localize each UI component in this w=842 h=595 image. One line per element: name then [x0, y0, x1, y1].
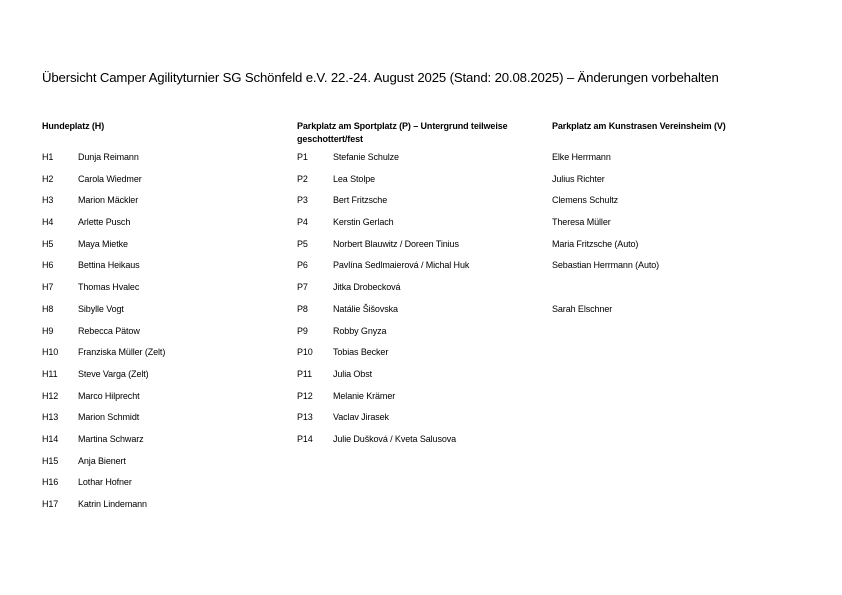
hundeplatz-code: H14	[42, 433, 59, 444]
parkplatz-sportplatz-row	[297, 412, 469, 434]
page-title: Übersicht Camper Agilityturnier SG Schönfeld e.V. 22.-24. August 2025 (Stand: 20.08.2025) – Änderungen vorbehalten	[42, 70, 719, 85]
hundeplatz-row	[42, 456, 165, 478]
hundeplatz-name: Thomas Hvalec	[78, 282, 140, 293]
parkplatz-kunstrasen-list	[552, 152, 659, 326]
parkplatz-sportplatz-code: P14	[297, 433, 313, 444]
parkplatz-sportplatz-code: P5	[297, 238, 308, 249]
parkplatz-sportplatz-code: P3	[297, 195, 308, 206]
parkplatz-sportplatz-name: Melanie Krämer	[333, 390, 396, 401]
parkplatz-kunstrasen-column	[552, 120, 802, 314]
parkplatz-sportplatz-row	[297, 217, 469, 239]
parkplatz-sportplatz-name: Norbert Blauwitz / Doreen Tinius	[333, 238, 459, 249]
parkplatz-sportplatz-code: P2	[297, 173, 308, 184]
parkplatz-sportplatz-row	[297, 195, 469, 217]
hundeplatz-code: H17	[42, 499, 59, 509]
parkplatz-sportplatz-column	[297, 120, 537, 444]
parkplatz-sportplatz-heading-line1: Parkplatz am Sportplatz (P) – Untergrund teilweise	[297, 121, 508, 131]
parkplatz-kunstrasen-row: Maria Fritzsche (Auto)	[552, 238, 639, 249]
hundeplatz-row	[42, 347, 165, 369]
parkplatz-kunstrasen-row: Sarah Elschner	[552, 303, 613, 314]
parkplatz-sportplatz-row	[297, 347, 469, 369]
hundeplatz-code: H9	[42, 325, 54, 336]
hundeplatz-name: Maya Mietke	[78, 238, 128, 249]
hundeplatz-row	[42, 369, 165, 391]
parkplatz-kunstrasen-heading: Parkplatz am Kunstrasen Vereinsheim (V)	[552, 121, 726, 131]
hundeplatz-name: Lothar Hofner	[78, 477, 132, 488]
hundeplatz-name: Franziska Müller (Zelt)	[78, 347, 166, 358]
hundeplatz-code: H16	[42, 477, 59, 488]
parkplatz-kunstrasen-row: Theresa Müller	[552, 217, 611, 228]
hundeplatz-row	[42, 152, 165, 174]
parkplatz-sportplatz-code: P8	[297, 303, 308, 314]
parkplatz-sportplatz-code: P12	[297, 390, 313, 401]
parkplatz-sportplatz-name: Julie Dušková / Kveta Salusova	[333, 433, 457, 444]
parkplatz-sportplatz-name: Kerstin Gerlach	[333, 217, 394, 228]
hundeplatz-code: H1	[42, 152, 54, 162]
hundeplatz-column	[42, 120, 282, 509]
hundeplatz-row	[42, 239, 165, 261]
parkplatz-sportplatz-heading-line2: geschottert/fest	[297, 134, 363, 144]
parkplatz-sportplatz-row	[297, 152, 469, 174]
hundeplatz-row	[42, 434, 165, 456]
parkplatz-sportplatz-name: Julia Obst	[333, 368, 373, 379]
hundeplatz-code: H2	[42, 173, 54, 184]
hundeplatz-code: H4	[42, 217, 54, 228]
hundeplatz-name: Marion Mäckler	[78, 195, 139, 206]
parkplatz-sportplatz-name: Pavlína Sedlmaierová / Michal Huk	[333, 260, 470, 271]
parkplatz-kunstrasen-row: Sebastian Herrmann (Auto)	[552, 260, 660, 271]
hundeplatz-code: H5	[42, 238, 54, 249]
parkplatz-sportplatz-name: Jitka Drobecková	[333, 282, 401, 293]
hundeplatz-name: Rebecca Pätow	[78, 325, 140, 336]
hundeplatz-row	[42, 174, 165, 196]
parkplatz-sportplatz-code: P4	[297, 217, 308, 228]
hundeplatz-code: H8	[42, 303, 54, 314]
hundeplatz-name: Marion Schmidt	[78, 412, 140, 423]
parkplatz-sportplatz-row	[297, 239, 469, 261]
hundeplatz-code: H3	[42, 195, 54, 206]
parkplatz-sportplatz-name: Robby Gnyza	[333, 325, 387, 336]
parkplatz-sportplatz-row	[297, 260, 469, 282]
hundeplatz-name: Martina Schwarz	[78, 433, 144, 444]
hundeplatz-heading: Hundeplatz (H)	[42, 121, 105, 131]
parkplatz-kunstrasen-row: Clemens Schultz	[552, 195, 619, 206]
parkplatz-sportplatz-row	[297, 326, 469, 348]
hundeplatz-row	[42, 391, 165, 413]
hundeplatz-row	[42, 499, 165, 521]
parkplatz-sportplatz-code: P1	[297, 152, 308, 162]
parkplatz-sportplatz-code: P9	[297, 325, 308, 336]
parkplatz-sportplatz-name: Bert Fritzsche	[333, 195, 388, 206]
hundeplatz-code: H10	[42, 347, 59, 358]
hundeplatz-list	[42, 152, 165, 521]
parkplatz-sportplatz-row	[297, 304, 469, 326]
parkplatz-kunstrasen-row: Elke Herrmann	[552, 152, 611, 162]
hundeplatz-name: Marco Hilprecht	[78, 390, 140, 401]
hundeplatz-code: H7	[42, 282, 54, 293]
hundeplatz-row	[42, 477, 165, 499]
hundeplatz-row	[42, 412, 165, 434]
parkplatz-sportplatz-name: Tobias Becker	[333, 347, 389, 358]
parkplatz-sportplatz-row	[297, 369, 469, 391]
parkplatz-sportplatz-name: Vaclav Jirasek	[333, 412, 389, 423]
parkplatz-sportplatz-name: Lea Stolpe	[333, 173, 376, 184]
hundeplatz-name: Steve Varga (Zelt)	[78, 368, 149, 379]
hundeplatz-code: H11	[42, 368, 58, 379]
parkplatz-sportplatz-row	[297, 434, 469, 456]
parkplatz-sportplatz-row	[297, 174, 469, 196]
hundeplatz-name: Anja Bienert	[78, 455, 126, 466]
hundeplatz-row	[42, 304, 165, 326]
hundeplatz-name: Bettina Heikaus	[78, 260, 140, 271]
hundeplatz-name: Carola Wiedmer	[78, 173, 142, 184]
parkplatz-sportplatz-name: Natálie Šišovska	[333, 303, 398, 314]
parkplatz-sportplatz-row	[297, 391, 469, 413]
hundeplatz-code: H12	[42, 390, 59, 401]
hundeplatz-name: Arlette Pusch	[78, 217, 131, 228]
hundeplatz-code: H13	[42, 412, 59, 423]
hundeplatz-row	[42, 326, 165, 348]
parkplatz-sportplatz-heading	[297, 120, 537, 152]
hundeplatz-row	[42, 260, 165, 282]
hundeplatz-row	[42, 217, 165, 239]
parkplatz-sportplatz-list	[297, 152, 469, 456]
hundeplatz-code: H15	[42, 455, 59, 466]
parkplatz-sportplatz-code: P10	[297, 347, 313, 358]
hundeplatz-name: Dunja Reimann	[78, 152, 139, 162]
parkplatz-kunstrasen-row: Julius Richter	[552, 173, 605, 184]
hundeplatz-name: Katrin Lindemann	[78, 499, 147, 509]
hundeplatz-name: Sibylle Vogt	[78, 303, 124, 314]
hundeplatz-code: H6	[42, 260, 54, 271]
hundeplatz-row	[42, 195, 165, 217]
parkplatz-sportplatz-code: P11	[297, 368, 313, 379]
parkplatz-sportplatz-code: P7	[297, 282, 308, 293]
parkplatz-kunstrasen-row	[552, 282, 659, 304]
parkplatz-sportplatz-code: P13	[297, 412, 313, 423]
parkplatz-sportplatz-row	[297, 282, 469, 304]
hundeplatz-row	[42, 282, 165, 304]
parkplatz-sportplatz-name: Stefanie Schulze	[333, 152, 399, 162]
parkplatz-sportplatz-code: P6	[297, 260, 308, 271]
